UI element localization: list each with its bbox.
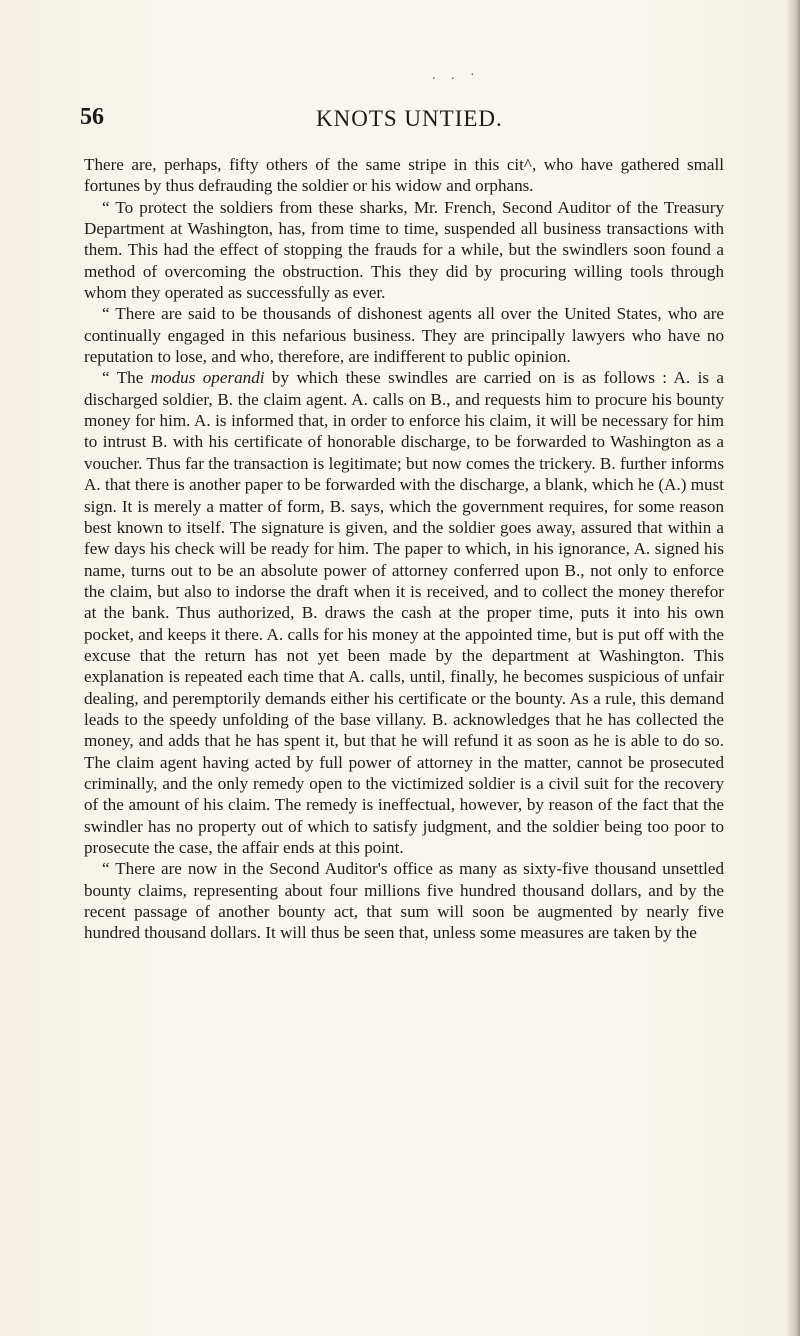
paragraph: “ To protect the soldiers from these sharks, Mr. French, Second Auditor of the Treasury Department at Washington, has, from time to time, suspended all business transactions with them. This had the effect of stopping the frauds for a while, but the swindlers soon found a method of overcoming the obstruction. This they did by procuring willing tools through whom they operated as successfully as ever. <box>84 197 724 303</box>
paragraph-text: by which these swindles are carried on is as follows : A. is a discharged soldier, B. the claim agent. A. calls on B., and requests him to procure his bounty money for him. A. is informed that, in order to enforce his claim, it will be necessary for him to intrust B. with his certificate of honorable discharge, to be forwarded to Washington as a voucher. Thus far the transaction is legitimate; but now comes the trickery. B. further informs A. that there is another paper to be forwarded with the discharge, a blank, which he (A.) must sign. It is merely a matter of form, B. says, which the government requires, for some reason best known to itself. The signature is given, and the soldier goes away, assured that within a few days his check will be ready for him. The paper to which, in his ignorance, A. signed his name, turns out to be an absolute power of attorney conferred upon B., not only to enforce the claim, but also to indorse the draft when it is received, and to collect the money therefor at the bank. Thus authorized, B. draws the cash at the proper time, puts it into his own pocket, and keeps it there. A. calls for his money at the appointed time, but is put off with the excuse that the return has not yet been made by the department at Washington. This explanation is repeated each time that A. calls, until, finally, he becomes suspicious of unfair dealing, and peremptorily demands either his certificate or the bounty. As a rule, this demand leads to the speedy unfolding of the base villany. B. acknowledges that he has collected the money, and adds that he has spent it, but that he will refund it as soon as he is able to do so. The claim agent having acted by full power of attorney in the matter, cannot be prosecuted criminally, and the only remedy open to the victimized soldier is a civil suit for the recovery of the amount of his claim. The remedy is ineffectual, however, by reason of the fact that the swindler has no property out of which to satisfy judgment, and the soldier being too poor to prosecute the case, the affair ends at this point. <box>84 368 724 857</box>
paragraph: “ There are said to be thousands of dishonest agents all over the United States, who are continually engaged in this nefarious business. They are principally lawyers who have no reputation to lose, and who, therefore, are indifferent to public opinion. <box>84 304 724 367</box>
paragraph <box>84 367 724 858</box>
body-text <box>84 154 724 944</box>
paragraph: There are, perhaps, fifty others of the same stripe in this cit^, who have gathered small fortunes by thus defrauding the soldier or his widow and orphans. <box>84 155 724 196</box>
running-title: KNOTS UNTIED. <box>316 106 503 131</box>
page-edge-shadow <box>786 0 800 1336</box>
paragraph: “ There are now in the Second Auditor's office as many as sixty-five thousand unsettled bounty claims, representing about four millions five hundred thousand dollars, and by the recent passage of another bounty act, that sum will soon be augmented by nearly five hundred thousand dollars. It will thus be seen that, unless some measures are taken by the <box>84 859 724 943</box>
page-number: 56 <box>80 104 104 130</box>
page-header <box>80 104 720 136</box>
paragraph-text: “ The <box>102 368 151 388</box>
top-marks: . . · <box>432 68 481 83</box>
italic-phrase: modus operandi <box>150 368 265 388</box>
